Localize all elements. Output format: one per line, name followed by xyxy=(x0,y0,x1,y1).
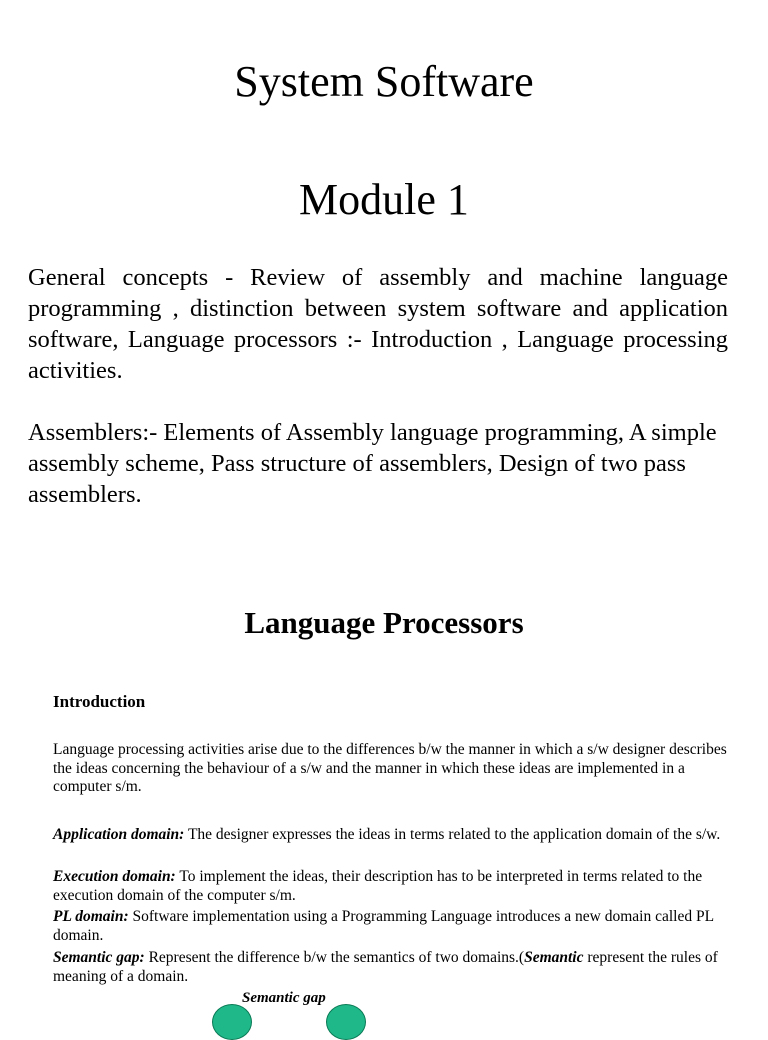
definition-term: PL domain: xyxy=(53,908,129,925)
intro-text: Language processing activities arise due to the differences b/w the manner in which a s/w designer describes the ideas concerning the behaviour of a s/w and the manner in which these ideas are implemented in a computer s/m. xyxy=(53,741,727,795)
definition-execution-domain xyxy=(53,868,733,905)
domain-oval-right xyxy=(326,1004,366,1040)
definition-text: Represent the difference b/w the semantics of two domains.( xyxy=(144,949,525,966)
definition-text: Software implementation using a Programming Language introduces a new domain called PL domain. xyxy=(53,908,714,944)
syllabus-paragraph-2: Assemblers:- Elements of Assembly language programming, A simple assembly scheme, Pass structure of assemblers, Design of two pass assemblers. xyxy=(28,419,717,508)
syllabus-paragraph-1: General concepts - Review of assembly and machine language programming , distinction between system software and application software, Language processors :- Introduction , Language processing activities. xyxy=(28,264,728,384)
definition-application-domain xyxy=(53,826,733,845)
definition-text: To implement the ideas, their description has to be interpreted in terms related to the execution domain of the computer s/m. xyxy=(53,868,703,904)
definition-term: Execution domain: xyxy=(53,868,176,885)
module-title: Module 1 xyxy=(299,175,469,224)
definition-text: The designer expresses the ideas in terms related to the application domain of the s/w. xyxy=(184,826,721,843)
definition-text-tail: represent the rules of meaning of a domain. xyxy=(53,949,718,985)
definition-term-inline: Semantic xyxy=(524,949,584,966)
definition-term: Semantic gap: xyxy=(53,949,145,966)
page-title: System Software xyxy=(234,57,534,106)
definition-semantic-gap xyxy=(53,949,733,986)
semantic-gap-diagram-label: Semantic gap xyxy=(242,990,326,1006)
definition-term: Application domain: xyxy=(53,826,185,843)
section-heading: Language Processors xyxy=(244,605,524,640)
definition-pl-domain xyxy=(53,908,733,945)
domain-oval-left xyxy=(212,1004,252,1040)
intro-heading: Introduction xyxy=(53,692,146,711)
